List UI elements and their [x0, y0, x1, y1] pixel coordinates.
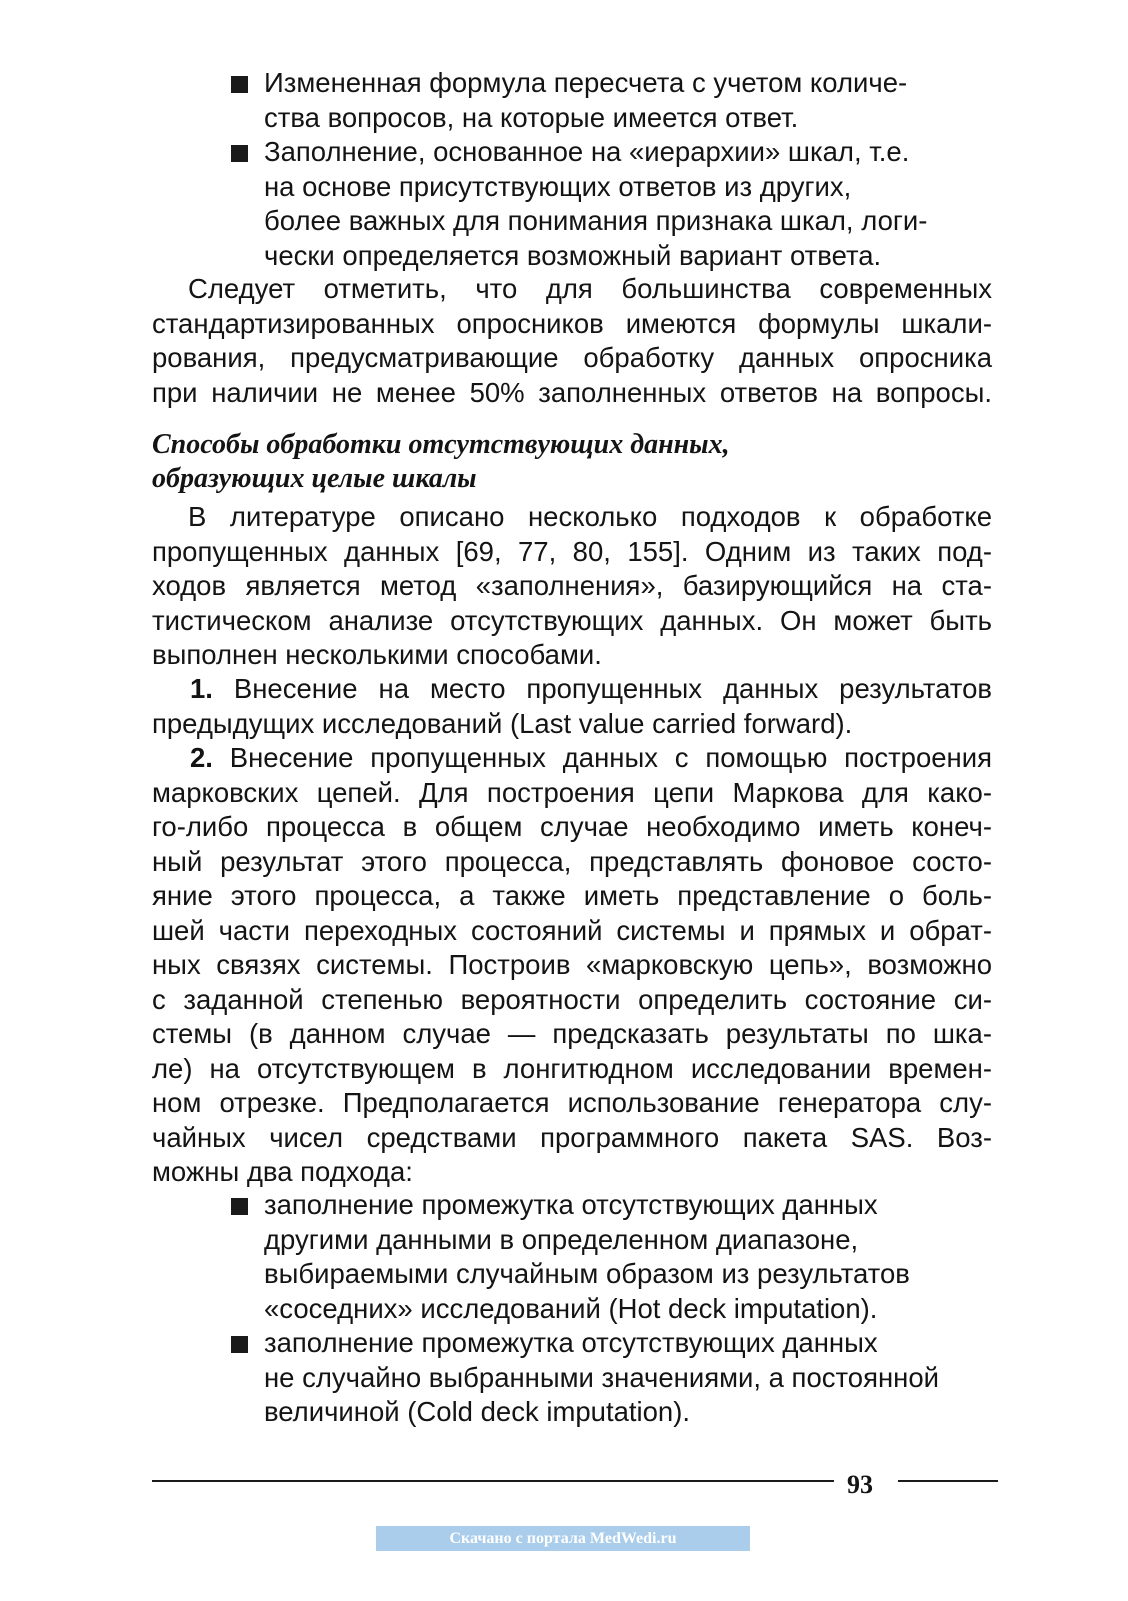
numbered-item-1 [152, 672, 992, 741]
text-line: не случайно выбранными значениями, а постоянной [264, 1361, 939, 1393]
paragraph [152, 272, 992, 410]
text-line: ном отрезке. Предполагается использование генератора слу- [152, 1087, 992, 1118]
square-bullet-icon [231, 1198, 248, 1215]
text-line: марковских цепей. Для построения цепи Маркова для како- [152, 776, 992, 808]
text-line: величиной (Cold deck imputation). [264, 1396, 691, 1427]
text-line: Измененная формула пересчета с учетом количе- [264, 67, 908, 98]
text-line: можны два подхода: [152, 1156, 413, 1187]
download-watermark: Скачано с портала MedWedi.ru [376, 1526, 750, 1551]
text-line: Следует отметить, что для большинства современных [188, 273, 992, 304]
item-text: Внесение на место пропущенных данных результатов [212, 673, 992, 704]
text-line: заполнение промежутка отсутствующих данных [264, 1189, 878, 1220]
footer-rule-left [152, 1480, 834, 1482]
bullet-item [264, 135, 996, 273]
square-bullet-icon [231, 145, 248, 162]
heading-line: Способы обработки отсутствующих данных, [152, 429, 730, 460]
text-line: заполнение промежутка отсутствующих данных [264, 1327, 878, 1358]
text-line: В литературе описано несколько подходов к обработке [188, 501, 992, 532]
text-line: Заполнение, основанное на «иерархии» шкал, т.е. [264, 136, 910, 167]
footer-rule-right [898, 1480, 998, 1482]
text-line: ходов является метод «заполнения», базирующийся на ста- [152, 570, 992, 601]
numbered-item-2 [152, 741, 992, 1190]
text-line: яние этого процесса, а также иметь представление о боль- [152, 880, 992, 911]
page-number: 93 [847, 1470, 873, 1499]
text-line: «соседних» исследований (Hot deck imputation). [264, 1292, 878, 1324]
square-bullet-icon [231, 76, 248, 93]
text-line: более важных для понимания признака шкал, логи- [264, 205, 928, 236]
bottom-bullet-list [264, 1188, 996, 1430]
text-line: чески определяется возможный вариант ответа. [264, 239, 882, 271]
item-number: 2. [190, 742, 213, 773]
text-line: ных связях системы. Построив «марковскую цепь», возможно [152, 949, 992, 980]
bullet-item [264, 66, 996, 135]
text-line: шей части переходных состояний системы и прямых и обрат- [152, 914, 992, 946]
text-line: стандартизированных опросников имеются формулы шкали- [152, 307, 992, 339]
text-line: рования, предусматривающие обработку данных опросника [152, 342, 992, 373]
text-line: тистическом анализе отсутствующих данных. Он может быть [152, 604, 992, 636]
text-line: го-либо процесса в общем случае необходимо иметь конеч- [152, 811, 992, 842]
item-text: Внесение пропущенных данных с помощью построения [212, 742, 992, 773]
text-line: ства вопросов, на которые имеется ответ. [264, 101, 799, 133]
text-line: с заданной степенью вероятности определить состояние си- [152, 983, 992, 1015]
text-line: выполнен несколькими способами. [152, 639, 602, 670]
text-line: чайных чисел средствами программного пакета SAS. Воз- [152, 1121, 992, 1153]
text-line: предыдущих исследований (Last value carried forward). [152, 707, 853, 739]
text-line: при наличии не менее 50% заполненных ответов на вопросы. [152, 376, 992, 408]
bullet-item [264, 1188, 996, 1326]
square-bullet-icon [231, 1336, 248, 1353]
text-line: пропущенных данных [69, 77, 80, 155]. Одним из таких под- [152, 535, 992, 567]
text-line: ный результат этого процесса, представлять фоновое состо- [152, 845, 992, 877]
top-bullet-list [264, 66, 996, 273]
item-number: 1. [190, 673, 213, 704]
text-line [152, 741, 992, 776]
text-line: на основе присутствующих ответов из других, [264, 170, 852, 202]
heading-line: образующих целые шкалы [152, 463, 477, 494]
text-line: ле) на отсутствующем в лонгитюдном исследовании времен- [152, 1052, 992, 1084]
section-heading [152, 428, 992, 496]
bullet-item [264, 1326, 996, 1430]
text-line: другими данными в определенном диапазоне, [264, 1223, 859, 1255]
paragraph [152, 500, 992, 673]
text-line: выбираемыми случайным образом из результатов [264, 1258, 910, 1289]
text-line [152, 672, 992, 707]
text-line: стемы (в данном случае — предсказать результаты по шка- [152, 1018, 992, 1049]
